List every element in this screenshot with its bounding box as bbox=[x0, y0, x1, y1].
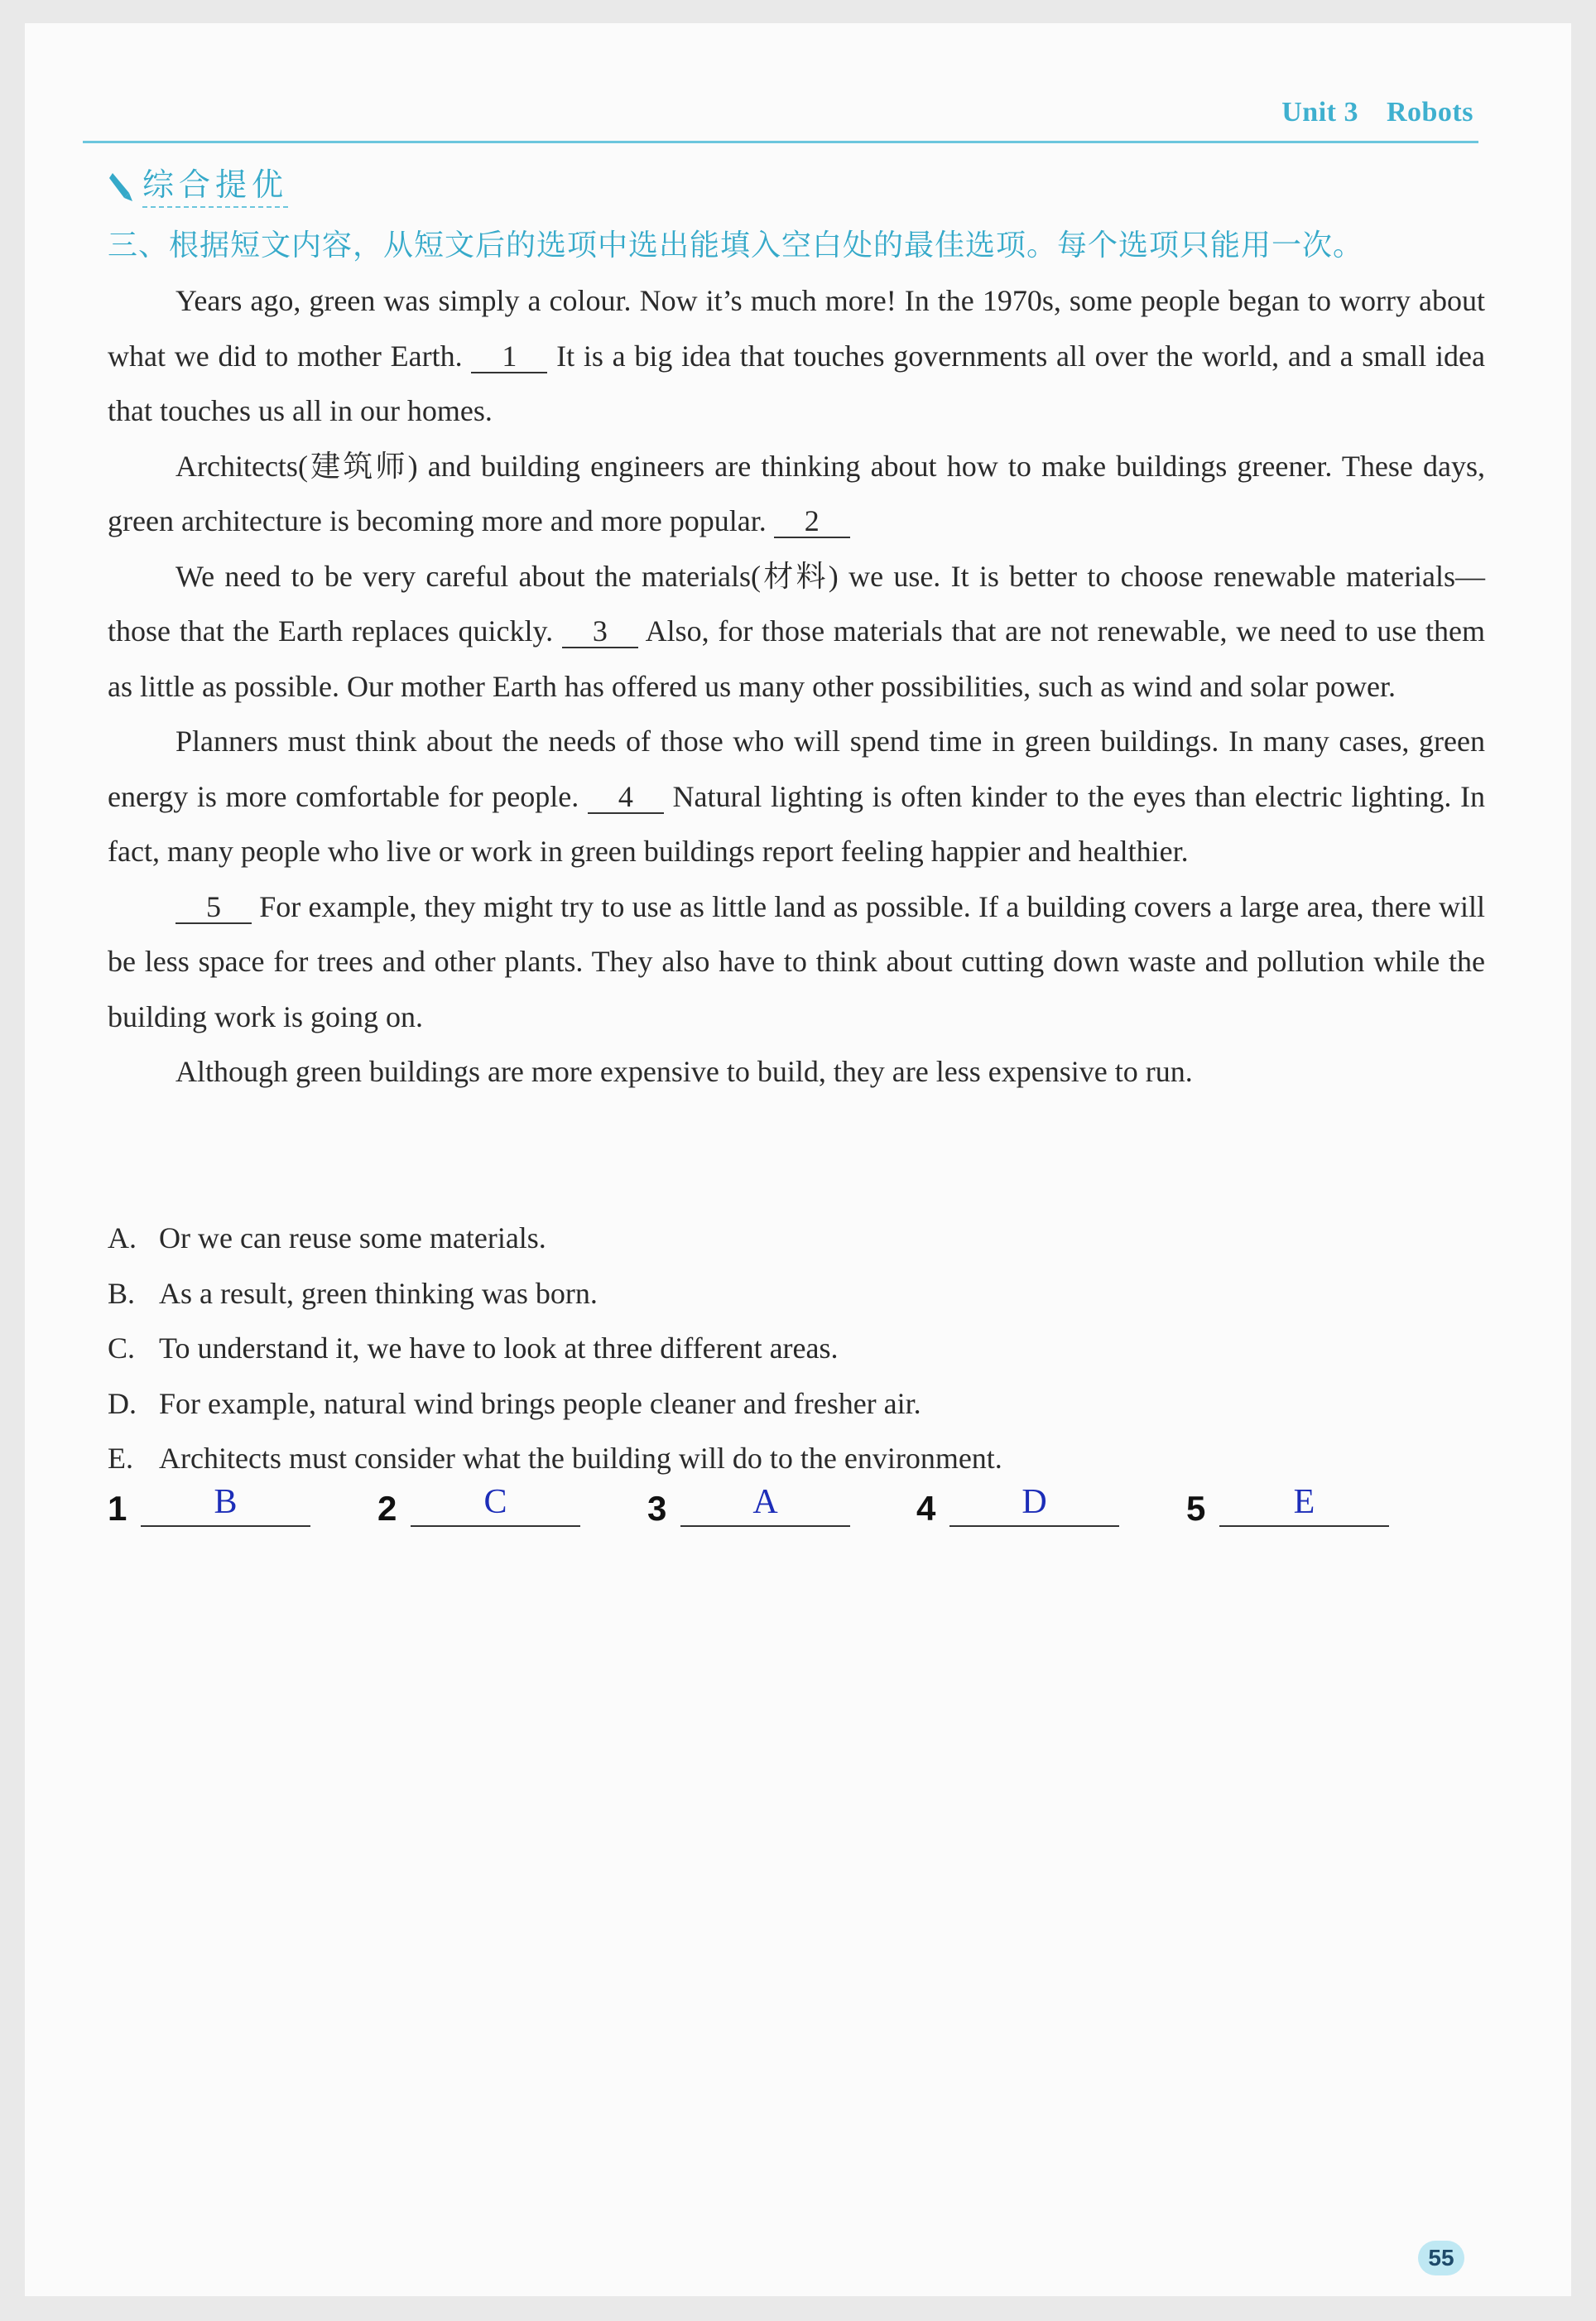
answer-number: 5 bbox=[1186, 1489, 1206, 1528]
answer-line bbox=[949, 1525, 1119, 1527]
blank-1: 1 bbox=[471, 340, 547, 373]
option-text: As a result, green thinking was born. bbox=[159, 1276, 598, 1310]
option-text: Or we can reuse some materials. bbox=[159, 1221, 546, 1254]
answer-line bbox=[141, 1525, 310, 1527]
answer-line bbox=[1219, 1525, 1389, 1527]
instruction: 三、根据短文内容，从短文后的选项中选出能填入空白处的最佳选项。每个选项只能用一次。 bbox=[108, 229, 1364, 262]
header-title bbox=[1281, 97, 1473, 128]
option-d bbox=[108, 1376, 1485, 1432]
answer-line bbox=[411, 1525, 580, 1527]
option-text: To understand it, we have to look at three different areas. bbox=[159, 1331, 839, 1365]
paragraph-4 bbox=[108, 714, 1485, 879]
answer-line bbox=[680, 1525, 850, 1527]
paragraph-1-text-b: It is a big idea that touches governments all over the world, and a small idea that touches us all in our homes. bbox=[108, 339, 1486, 427]
blank-4: 4 bbox=[588, 781, 664, 814]
paragraph-4-text-a: Planners must think about the needs of those who will spend time in green buildings. In many cases, green energy is more comfortable for people. bbox=[108, 725, 1485, 813]
passage bbox=[108, 273, 1485, 1100]
paragraph-5 bbox=[108, 879, 1485, 1045]
answer-value[interactable]: B bbox=[214, 1483, 238, 1521]
blank-5: 5 bbox=[175, 891, 252, 924]
option-c bbox=[108, 1321, 1485, 1376]
answer-value[interactable]: A bbox=[752, 1483, 778, 1521]
section-title: 综合提优 bbox=[142, 159, 288, 208]
answer-number: 3 bbox=[647, 1489, 667, 1528]
answer-value[interactable]: E bbox=[1293, 1483, 1315, 1521]
blank-2: 2 bbox=[774, 505, 850, 538]
paragraph-3-text-b: Also, for those materials that are not renewable, we need to use them as little as possible. Our mother Earth has offered us many other possibilities, such as wind and solar power. bbox=[108, 614, 1486, 703]
option-text: Architects must consider what the building will do to the environment. bbox=[159, 1442, 1002, 1475]
paragraph-4-text-b: Natural lighting is often kinder to the eyes than electric lighting. In fact, many people who live or work in green buildings report feeling happier and healthier. bbox=[108, 779, 1485, 868]
answer-number: 2 bbox=[377, 1489, 397, 1528]
answer-number: 4 bbox=[916, 1489, 936, 1528]
answer-row bbox=[108, 1474, 1498, 1532]
option-a bbox=[108, 1211, 1485, 1266]
page-number: 55 bbox=[1418, 2241, 1464, 2275]
answer-number: 1 bbox=[108, 1489, 127, 1528]
answer-4 bbox=[916, 1474, 1165, 1532]
paragraph-2 bbox=[108, 439, 1485, 549]
options-list bbox=[108, 1211, 1485, 1486]
answer-3 bbox=[647, 1474, 896, 1532]
answer-value[interactable]: C bbox=[483, 1483, 507, 1521]
option-letter: C. bbox=[108, 1331, 136, 1365]
pencil-icon bbox=[108, 168, 136, 203]
option-letter: B. bbox=[108, 1276, 136, 1310]
paragraph-3 bbox=[108, 549, 1485, 715]
option-letter: E. bbox=[108, 1442, 133, 1475]
paragraph-1 bbox=[108, 273, 1485, 439]
topic-label: Robots bbox=[1386, 97, 1473, 128]
paragraph-6: Although green buildings are more expensive to build, they are less expensive to run. bbox=[175, 1055, 1193, 1088]
paragraph-5-text: For example, they might try to use as little land as possible. If a building covers a large area, there will be less space for trees and other plants. They also have to think about cutting down waste and pollution while the building work is going on. bbox=[108, 889, 1486, 1033]
option-letter: D. bbox=[108, 1386, 137, 1420]
option-letter: A. bbox=[108, 1221, 137, 1254]
paragraph-2-text: Architects(建筑师) and building engineers are thinking about how to make buildings greener. These days, green architecture is becoming more and more popular. bbox=[108, 449, 1485, 537]
page-header bbox=[83, 79, 1478, 143]
blank-3: 3 bbox=[562, 615, 638, 648]
option-text: For example, natural wind brings people cleaner and fresher air. bbox=[159, 1386, 921, 1420]
paragraph-3-text-a: We need to be very careful about the materials(材料) we use. It is better to choose renewable materials—those that the Earth replaces quickly. bbox=[108, 559, 1485, 648]
paragraph-1-text-a: Years ago, green was simply a colour. Now it’s much more! In the 1970s, some people began to worry about what we did to mother Earth. bbox=[108, 284, 1485, 373]
answer-value[interactable]: D bbox=[1022, 1483, 1047, 1521]
answer-1 bbox=[108, 1474, 356, 1532]
answer-2 bbox=[377, 1474, 626, 1532]
option-b bbox=[108, 1266, 1485, 1322]
unit-label: Unit 3 bbox=[1281, 97, 1358, 128]
answer-5 bbox=[1186, 1474, 1435, 1532]
